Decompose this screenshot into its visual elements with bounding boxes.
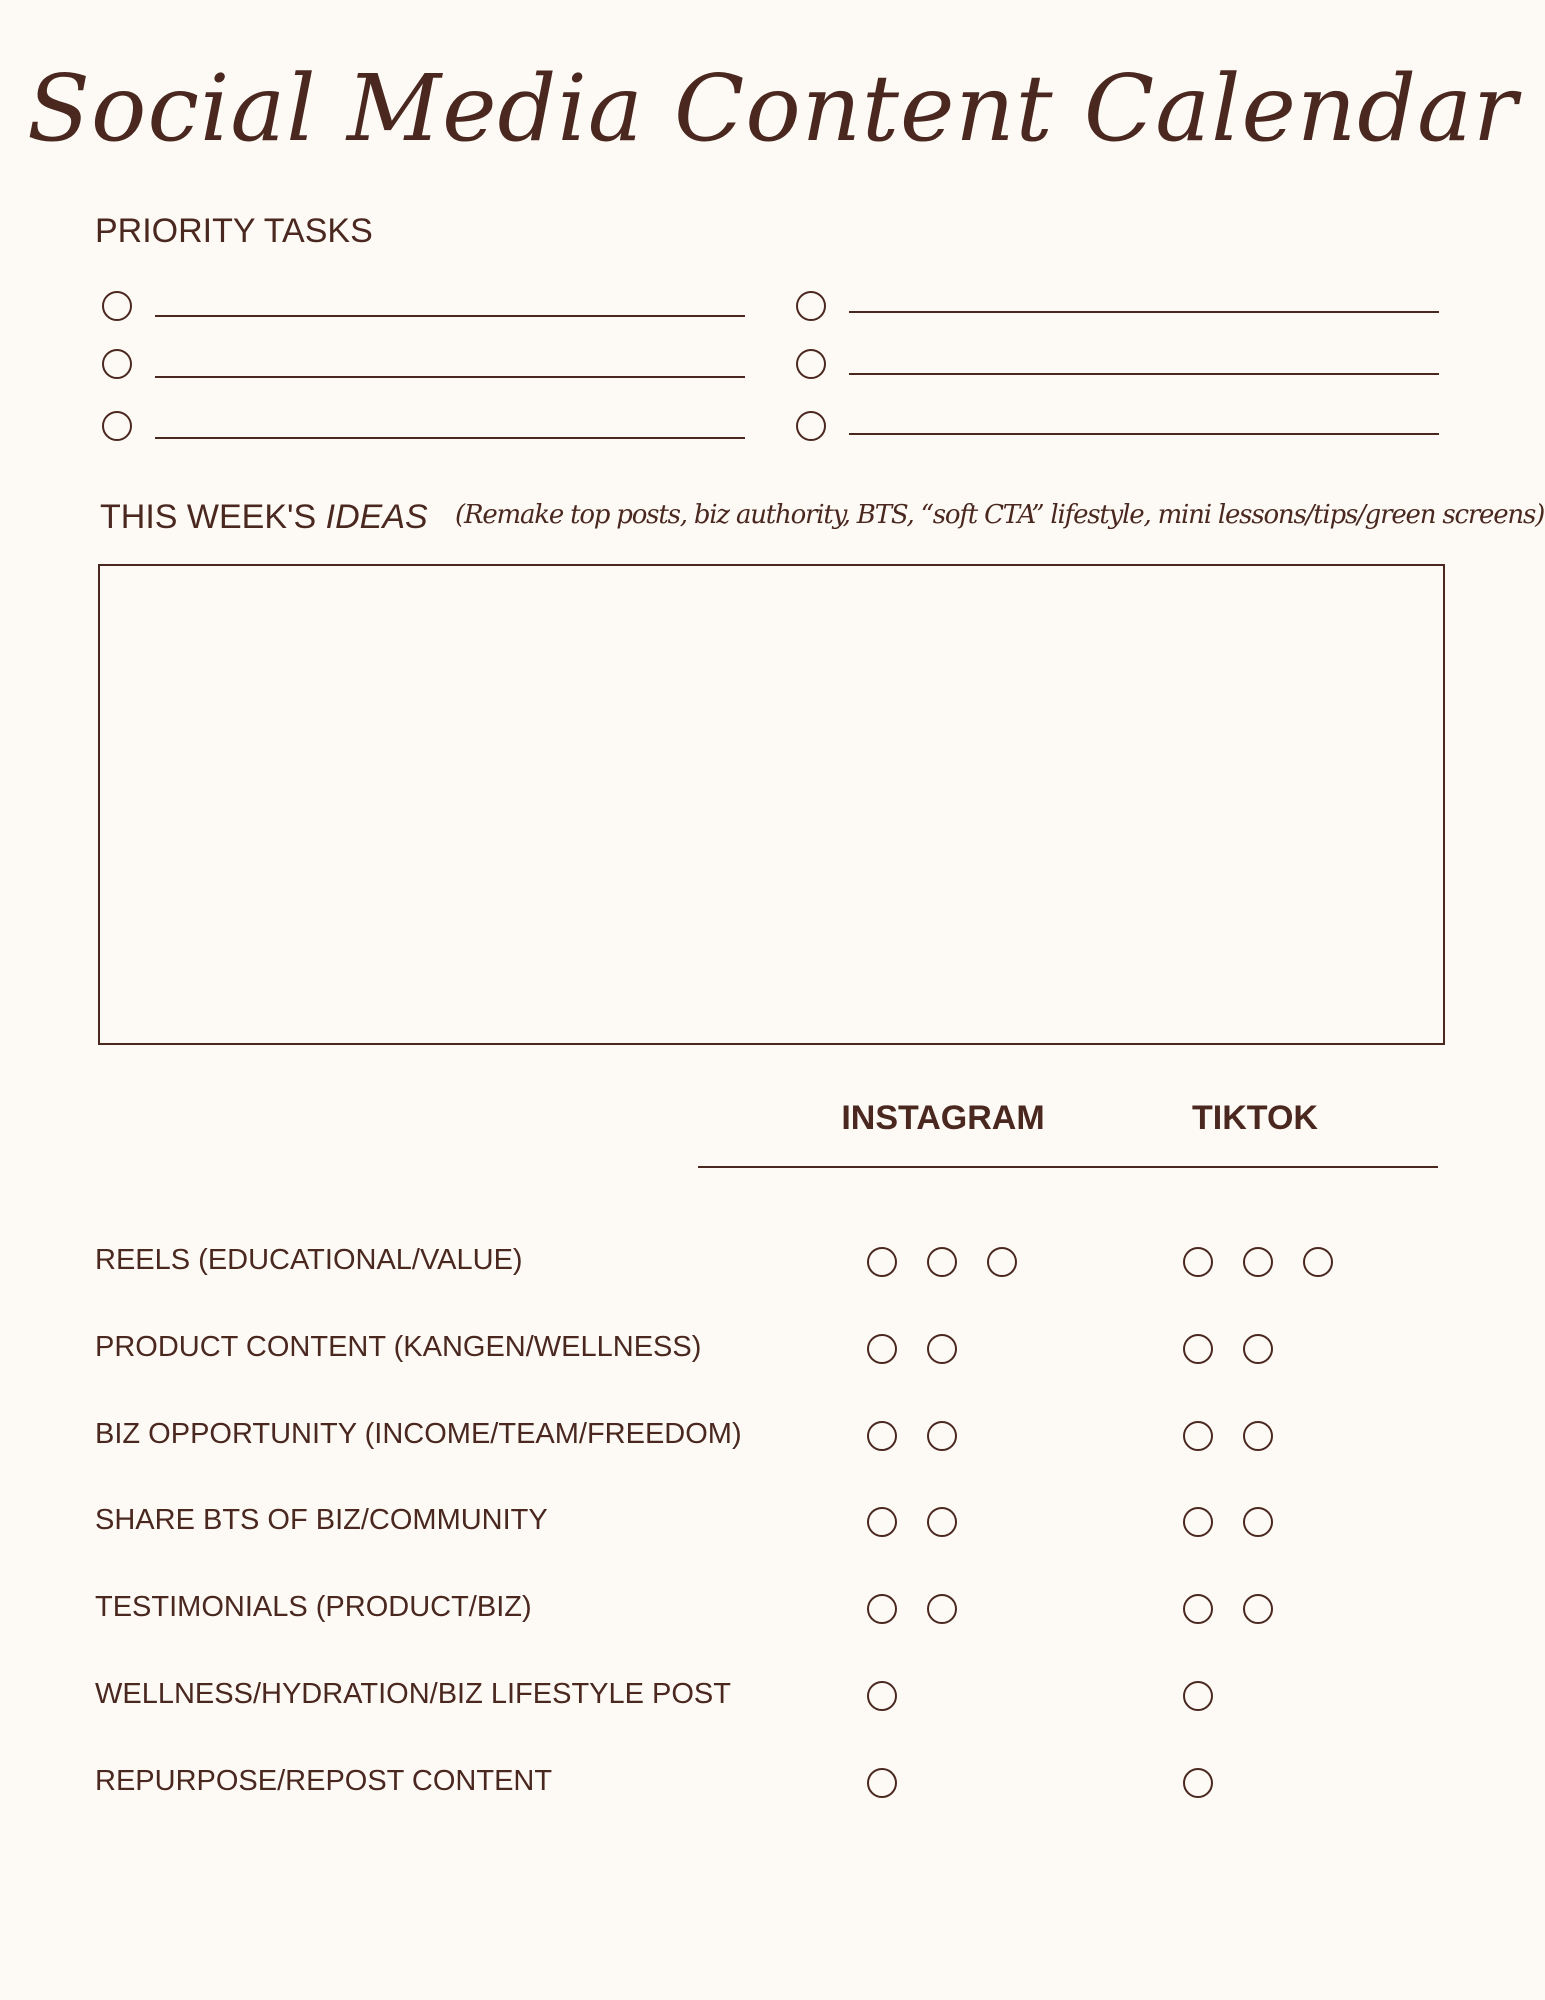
task-checkbox[interactable] <box>796 349 826 379</box>
column-header-instagram: INSTAGRAM <box>841 1099 1045 1137</box>
task-checkbox[interactable] <box>102 291 132 321</box>
instagram-checkbox[interactable] <box>987 1247 1017 1277</box>
instagram-checkbox[interactable] <box>927 1247 957 1277</box>
ideas-heading-main: THIS WEEK'S <box>100 498 326 536</box>
content-type-label: PRODUCT CONTENT (KANGEN/WELLNESS) <box>95 1331 702 1363</box>
header-divider <box>698 1166 1438 1168</box>
priority-tasks-heading: PRIORITY TASKS <box>95 212 373 250</box>
instagram-checkbox[interactable] <box>867 1594 897 1624</box>
tiktok-checkbox[interactable] <box>1303 1247 1333 1277</box>
content-type-label: REELS (EDUCATIONAL/VALUE) <box>95 1244 523 1276</box>
instagram-checkbox[interactable] <box>867 1507 897 1537</box>
content-type-label: WELLNESS/HYDRATION/BIZ LIFESTYLE POST <box>95 1678 731 1710</box>
task-line[interactable] <box>849 373 1439 375</box>
instagram-checkbox[interactable] <box>867 1768 897 1798</box>
task-line[interactable] <box>849 311 1439 313</box>
instagram-checkbox[interactable] <box>927 1334 957 1364</box>
tiktok-checkbox[interactable] <box>1183 1247 1213 1277</box>
tiktok-checkbox[interactable] <box>1183 1421 1213 1451</box>
tiktok-checkbox[interactable] <box>1243 1247 1273 1277</box>
tiktok-checkbox[interactable] <box>1183 1768 1213 1798</box>
tiktok-checkbox[interactable] <box>1183 1334 1213 1364</box>
content-type-label: TESTIMONIALS (PRODUCT/BIZ) <box>95 1591 532 1623</box>
instagram-checkbox[interactable] <box>867 1681 897 1711</box>
instagram-checkbox[interactable] <box>867 1334 897 1364</box>
ideas-heading-em: IDEAS <box>325 498 428 536</box>
content-type-label: SHARE BTS OF BIZ/COMMUNITY <box>95 1504 548 1536</box>
ideas-box[interactable] <box>98 564 1445 1045</box>
tiktok-checkbox[interactable] <box>1243 1507 1273 1537</box>
task-line[interactable] <box>849 433 1439 435</box>
instagram-checkbox[interactable] <box>927 1421 957 1451</box>
instagram-checkbox[interactable] <box>867 1421 897 1451</box>
column-header-tiktok: TIKTOK <box>1192 1099 1318 1137</box>
task-line[interactable] <box>155 376 745 378</box>
tiktok-checkbox[interactable] <box>1183 1507 1213 1537</box>
task-checkbox[interactable] <box>102 349 132 379</box>
ideas-hint: (Remake top posts, biz authority, BTS, “soft CTA” lifestyle, mini lessons/tips/green screens) <box>455 500 1545 530</box>
task-checkbox[interactable] <box>796 411 826 441</box>
task-line[interactable] <box>155 437 745 439</box>
instagram-checkbox[interactable] <box>927 1507 957 1537</box>
tiktok-checkbox[interactable] <box>1243 1421 1273 1451</box>
instagram-checkbox[interactable] <box>867 1247 897 1277</box>
task-line[interactable] <box>155 315 745 317</box>
content-type-label: REPURPOSE/REPOST CONTENT <box>95 1765 553 1797</box>
tiktok-checkbox[interactable] <box>1243 1334 1273 1364</box>
tiktok-checkbox[interactable] <box>1183 1681 1213 1711</box>
page-title: Social Media Content Calendar <box>27 55 1518 162</box>
content-type-label: BIZ OPPORTUNITY (INCOME/TEAM/FREEDOM) <box>95 1418 742 1450</box>
tiktok-checkbox[interactable] <box>1183 1594 1213 1624</box>
tiktok-checkbox[interactable] <box>1243 1594 1273 1624</box>
task-checkbox[interactable] <box>102 411 132 441</box>
instagram-checkbox[interactable] <box>927 1594 957 1624</box>
ideas-heading <box>100 498 428 537</box>
task-checkbox[interactable] <box>796 291 826 321</box>
